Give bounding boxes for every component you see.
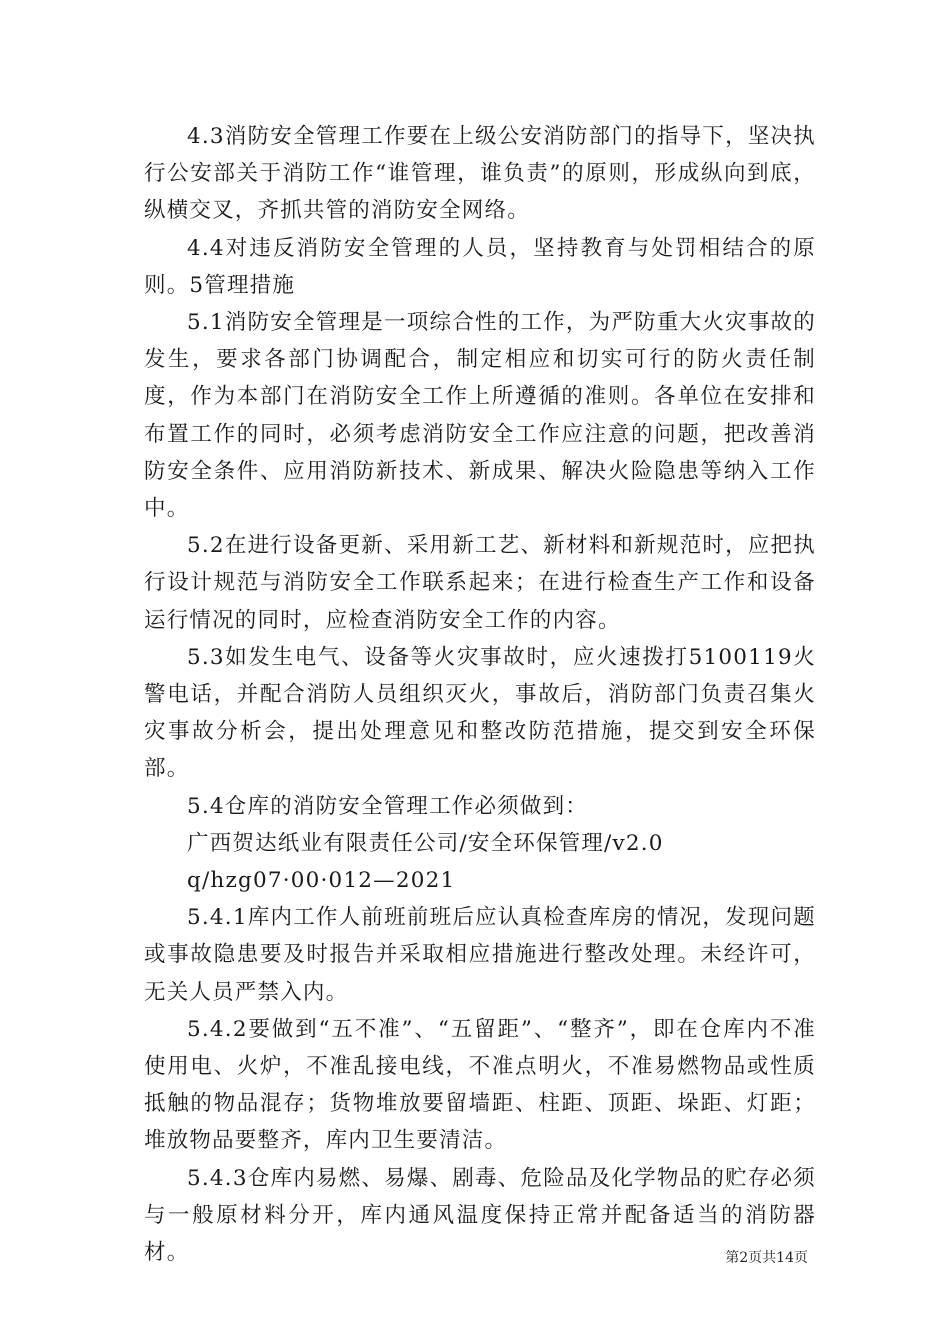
paragraph-4-4: 4.4对违反消防安全管理的人员，坚持教育与处罚相结合的原则。5管理措施 [144, 235, 816, 298]
paragraph-5-4-2: 5.4.2要做到“五不准”、“五留距”、“整齐”，即在仓库内不准使用电、火炉，不准乱接电线，不准点明火，不准易燃物品或性质抵触的物品混存；货物堆放要留墙距、柱距、顶距、垛距、灯距；堆放物品要整齐，库内卫生要清洁。 [144, 1016, 816, 1154]
paragraph-5-4-1: 5.4.1库内工作人前班前班后应认真检查库房的情况，发现问题或事故隐患要及时报告并采取相应措施进行整改处理。未经许可，无关人员严禁入内。 [144, 905, 816, 1005]
paragraph-company-header: 广西贺达纸业有限责任公司/安全环保管理/v2.0 [187, 830, 664, 856]
paragraph-5-3: 5.3如发生电气、设备等火灾事故时，应火速拨打5100119火警电话，并配合消防人员组织灭火，事故后，消防部门负责召集火灾事故分析会，提出处理意见和整改防范措施，提交到安全环保部。 [144, 644, 816, 782]
paragraph-doc-code: q/hzg07·00·012—2021 [187, 868, 456, 894]
paragraph-4-3: 4.3消防安全管理工作要在上级公安消防部门的指导下，坚决执行公安部关于消防工作“谁管理，谁负责”的原则，形成纵向到底，纵横交叉，齐抓共管的消防安全网络。 [144, 124, 816, 224]
page-number-footer: 第2页共14页 [725, 1250, 808, 1266]
document-body [144, 118, 816, 1271]
paragraph-5-2: 5.2在进行设备更新、采用新工艺、新材料和新规范时，应把执行设计规范与消防安全工作联系起来；在进行检查生产工作和设备运行情况的同时，应检查消防安全工作的内容。 [144, 533, 816, 633]
paragraph-5-4-3: 5.4.3仓库内易燃、易爆、剧毒、危险品及化学物品的贮存必须与一般原材料分开，库内通风温度保持正常并配备适当的消防器材。 [144, 1165, 816, 1266]
paragraph-5-4: 5.4仓库的消防安全管理工作必须做到： [187, 793, 588, 819]
paragraph-5-1: 5.1消防安全管理是一项综合性的工作，为严防重大火灾事故的发生，要求各部门协调配合，制定相应和切实可行的防火责任制度，作为本部门在消防安全工作上所遵循的准则。各单位在安排和布置工作的同时，必须考虑消防安全工作应注意的问题，把改善消防安全条件、应用消防新技术、新成果、解决火险隐患等纳入工作中。 [144, 310, 816, 522]
